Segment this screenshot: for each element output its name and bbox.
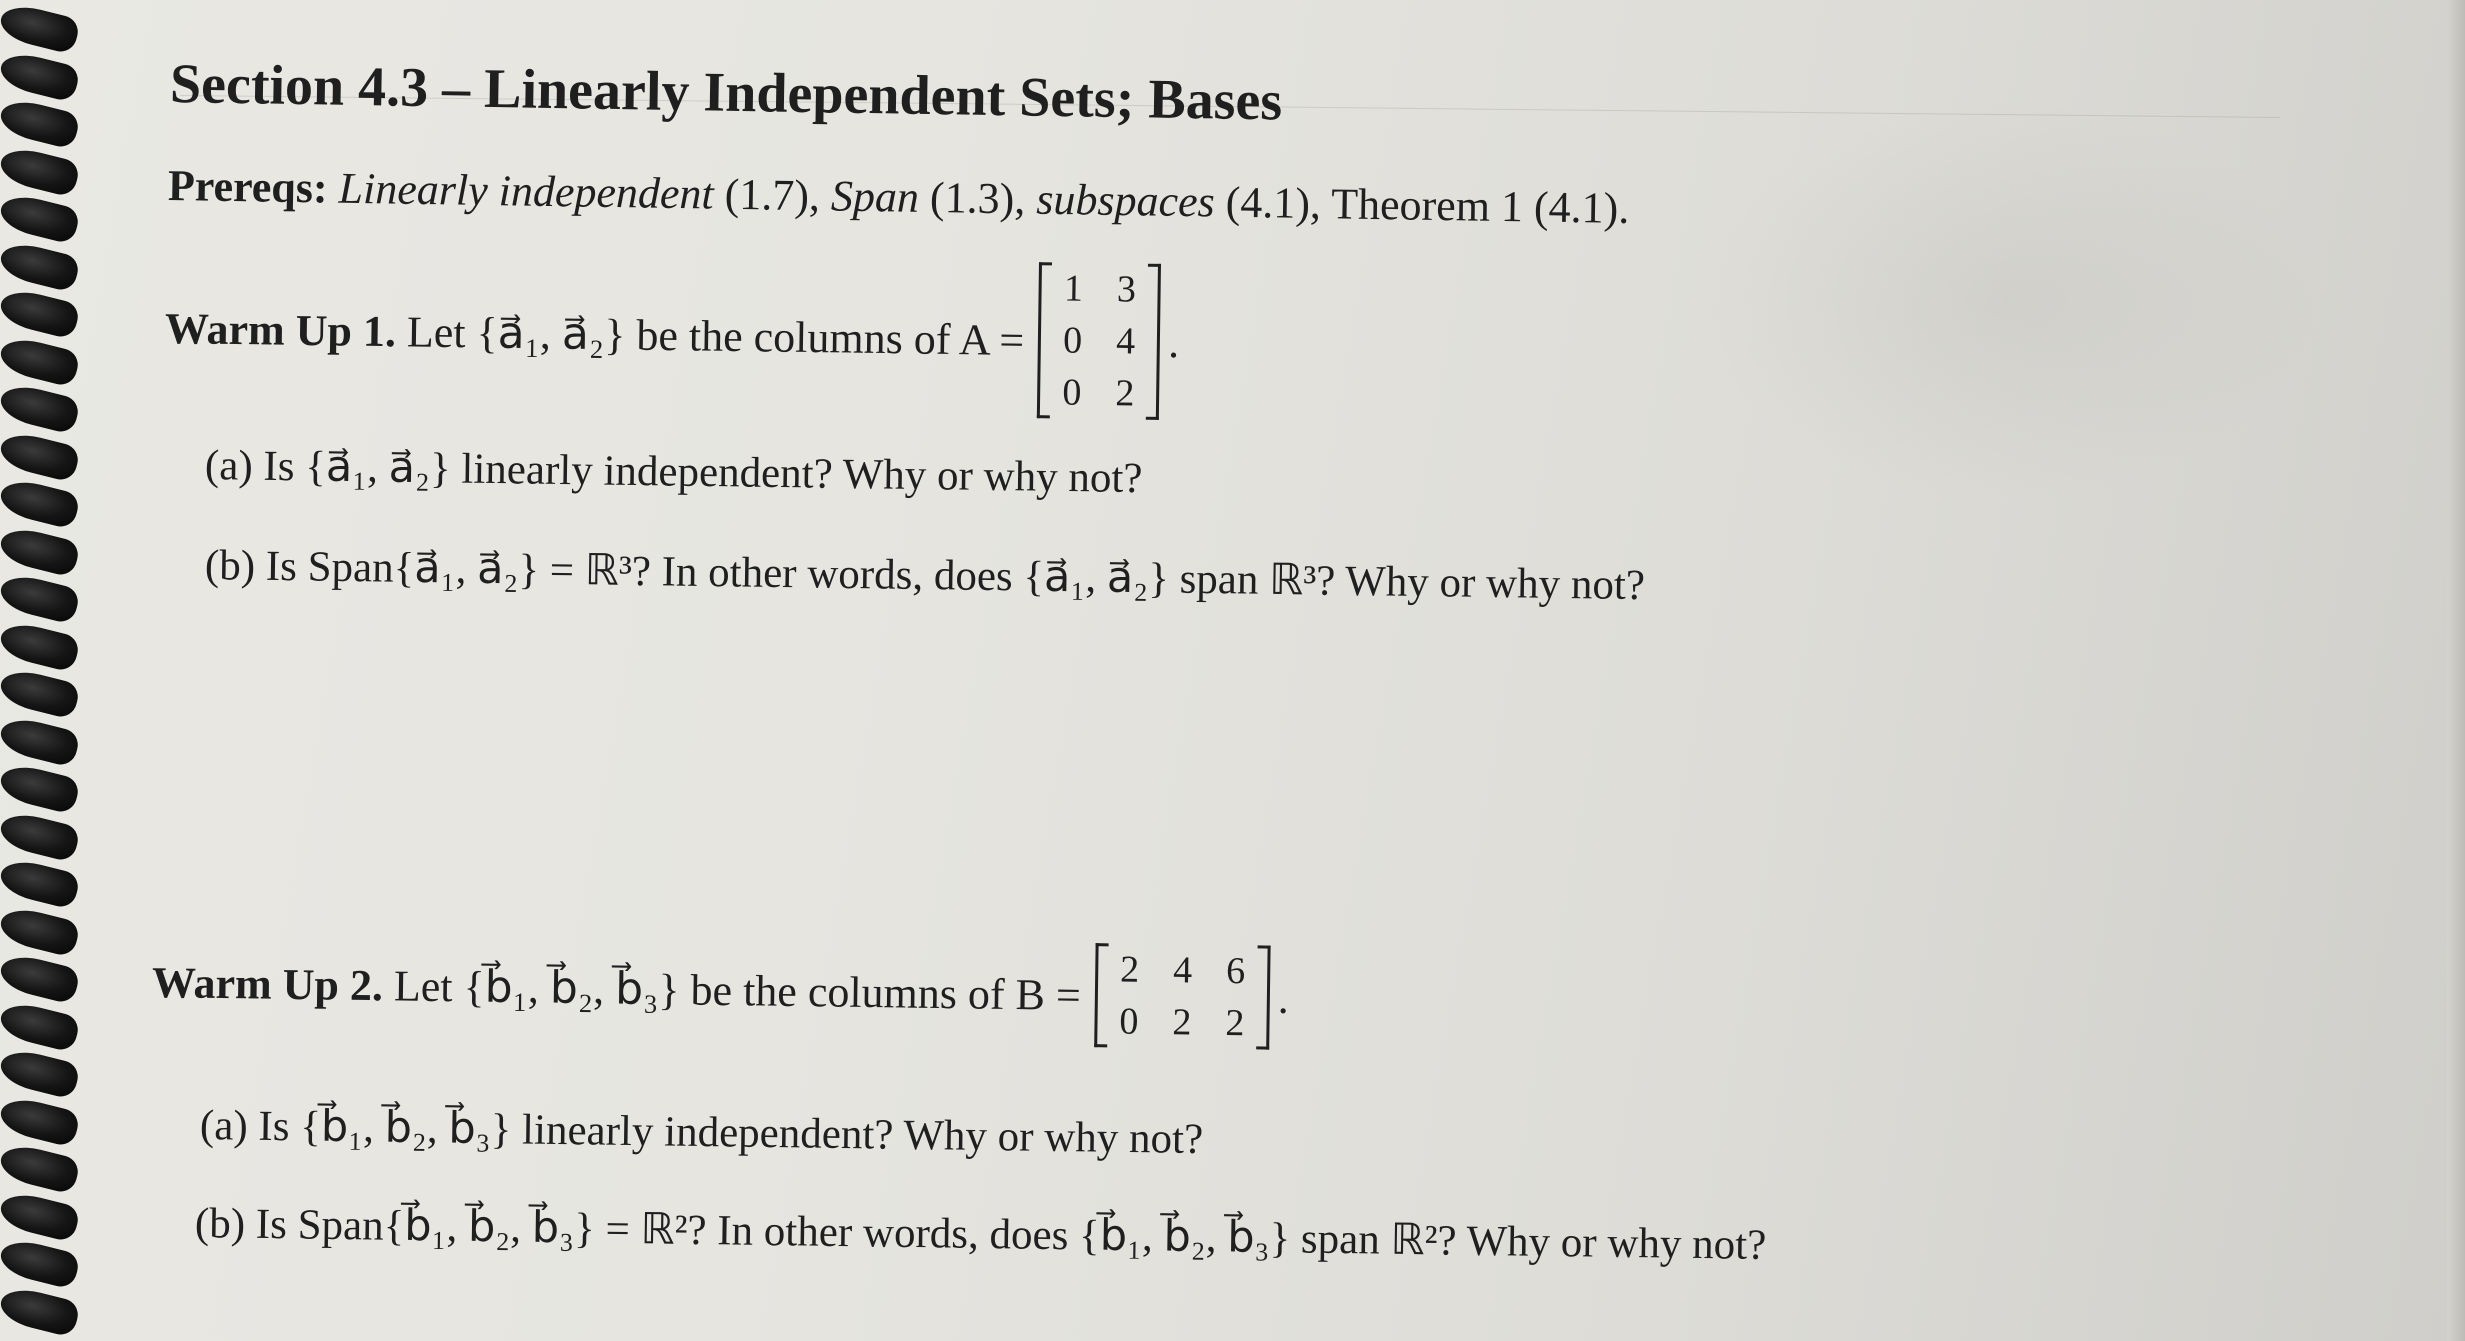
spiral-ring bbox=[0, 191, 81, 245]
spiral-ring bbox=[0, 1236, 81, 1290]
warm-up-2-end: . bbox=[1277, 973, 1290, 1023]
spiral-ring bbox=[0, 239, 81, 293]
prereqs-item-4: subspaces bbox=[1035, 174, 1216, 227]
matrix-b-entry: 2 bbox=[1225, 1001, 1245, 1045]
matrix-b-entry: 4 bbox=[1172, 949, 1193, 992]
spiral-ring bbox=[0, 429, 81, 483]
matrix-a-right-bracket bbox=[1146, 264, 1161, 420]
matrix-a-entry: 0 bbox=[1062, 371, 1082, 414]
spiral-ring bbox=[0, 96, 81, 150]
spiral-ring bbox=[0, 714, 81, 768]
spiral-ring bbox=[0, 761, 81, 815]
matrix-b-entry: 2 bbox=[1119, 948, 1140, 991]
warm-up-1-part-a: (a) Is {a⃗₁, a⃗₂} linearly independent? Why or why not? bbox=[204, 442, 1143, 503]
spiral-ring bbox=[0, 476, 81, 530]
matrix-b-entry: 6 bbox=[1225, 949, 1246, 993]
prereqs-label: Prereqs: bbox=[167, 161, 329, 213]
prereqs-item-5: (4.1), Theorem 1 (4.1). bbox=[1214, 177, 1630, 233]
spiral-ring bbox=[0, 524, 81, 578]
matrix-a-entry: 1 bbox=[1063, 267, 1084, 310]
matrix-a bbox=[1037, 262, 1161, 420]
warm-up-2-intro: Let {b⃗₁, b⃗₂, b⃗₃} be the columns of B = bbox=[393, 960, 1082, 1020]
prereqs-item-1: (1.7), bbox=[713, 169, 832, 221]
warm-up-1 bbox=[164, 250, 1180, 420]
spiral-ring bbox=[0, 49, 81, 103]
matrix-b-entry: 0 bbox=[1119, 1000, 1139, 1043]
warm-up-1-intro: Let {a⃗₁, a⃗₂} be the columns of A = bbox=[406, 306, 1025, 365]
matrix-a-entries bbox=[1050, 262, 1148, 419]
warm-up-1-label: Warm Up 1. bbox=[164, 303, 397, 356]
warm-up-2-label: Warm Up 2. bbox=[151, 957, 384, 1010]
spiral-ring bbox=[0, 1141, 81, 1195]
warm-up-1-part-b: (b) Is Span{a⃗₁, a⃗₂} = ℝ³? In other words, does {a⃗₁, a⃗₂} span ℝ³? Why or why not? bbox=[204, 542, 1646, 610]
spiral-ring bbox=[0, 144, 81, 198]
spiral-ring bbox=[0, 999, 81, 1053]
spiral-ring bbox=[0, 809, 81, 863]
warm-up-2-part-b: (b) Is Span{b⃗₁, b⃗₂, b⃗₃} = ℝ²? In other words, does {b⃗₁, b⃗₂, b⃗₃} span ℝ²? Why or why not? bbox=[194, 1200, 1767, 1269]
matrix-a-entry: 4 bbox=[1115, 320, 1136, 363]
matrix-a-entry: 2 bbox=[1115, 372, 1135, 415]
paper-edge bbox=[2447, 0, 2465, 1341]
section-heading: Section 4.3 – Linearly Independent Sets; Bases bbox=[169, 53, 1283, 133]
spiral-ring bbox=[0, 286, 81, 340]
prereqs-item-2: Span bbox=[830, 171, 920, 222]
warm-up-1-end: . bbox=[1167, 317, 1180, 367]
prereqs-line bbox=[168, 160, 1630, 234]
matrix-b-right-bracket bbox=[1256, 945, 1270, 1049]
spiral-ring bbox=[0, 381, 81, 435]
spiral-ring bbox=[0, 1189, 81, 1243]
spiral-ring bbox=[0, 904, 81, 958]
spiral-ring bbox=[0, 571, 81, 625]
spiral-ring bbox=[0, 1046, 81, 1100]
spiral-ring bbox=[0, 951, 81, 1005]
warm-up-2-part-a: (a) Is {b⃗₁, b⃗₂, b⃗₃} linearly independent? Why or why not? bbox=[199, 1102, 1204, 1164]
prereqs-item-0: Linearly independent bbox=[338, 163, 715, 219]
matrix-a-entry: 0 bbox=[1062, 319, 1083, 362]
bleed-through-shadow bbox=[1700, 100, 2320, 500]
spiral-ring bbox=[0, 666, 81, 720]
spiral-binding bbox=[0, 0, 90, 1341]
spiral-ring bbox=[0, 1094, 81, 1148]
prereqs-item-3: (1.3), bbox=[918, 172, 1037, 224]
matrix-b-entry: 2 bbox=[1172, 1001, 1192, 1044]
matrix-a-entry: 3 bbox=[1116, 268, 1137, 311]
spiral-ring bbox=[0, 1284, 81, 1338]
warm-up-2 bbox=[151, 930, 1289, 1050]
spiral-ring bbox=[0, 619, 81, 673]
spiral-ring bbox=[0, 856, 81, 910]
matrix-b bbox=[1094, 943, 1270, 1049]
matrix-b-entries bbox=[1107, 943, 1257, 1049]
spiral-ring bbox=[0, 334, 81, 388]
spiral-ring bbox=[0, 1, 81, 55]
